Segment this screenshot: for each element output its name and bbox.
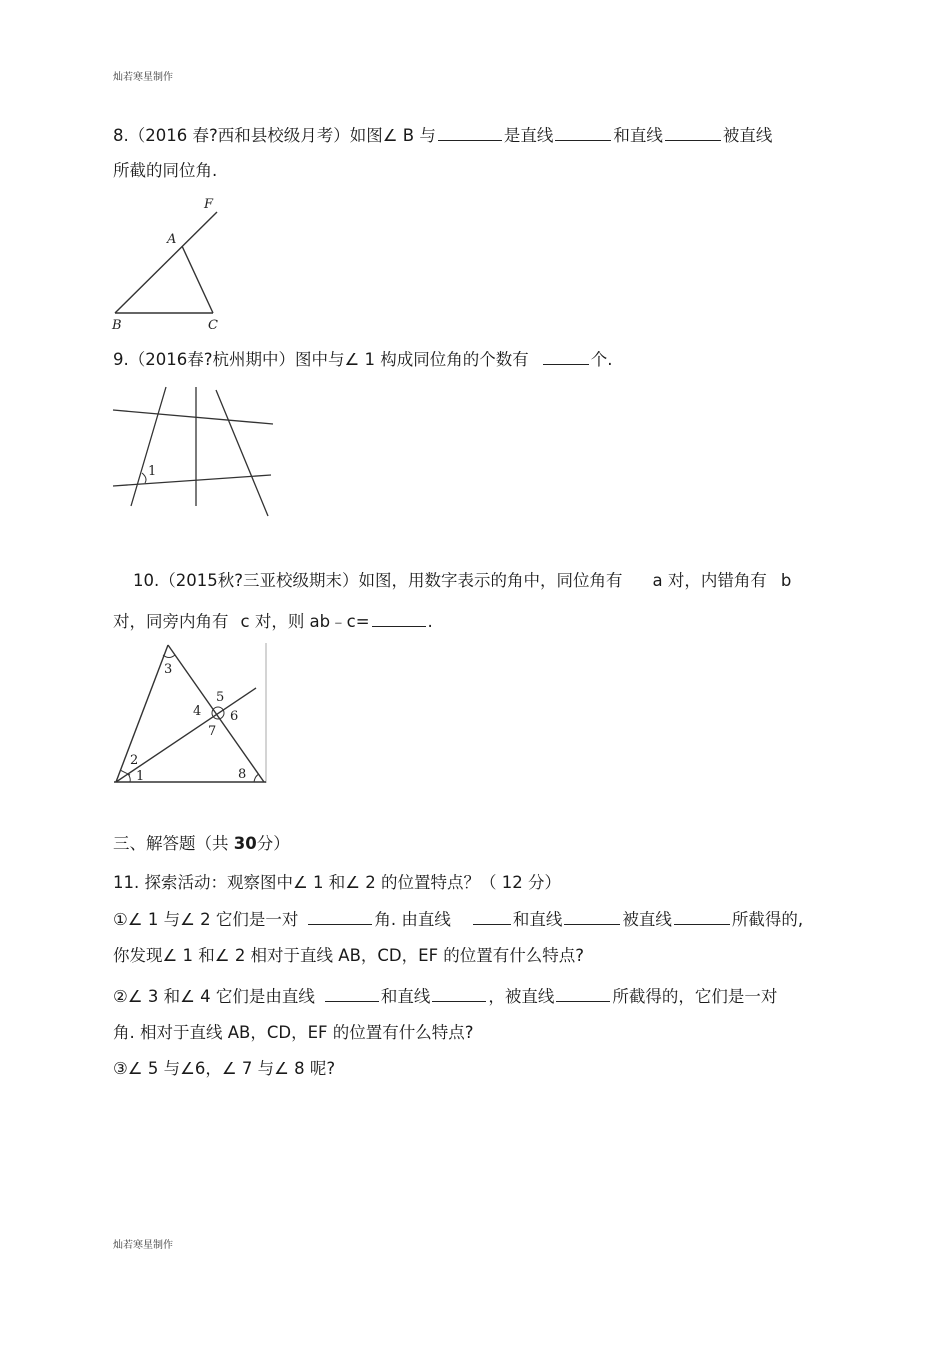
q11-s1-text-1: ①∠ 1 与∠ 2 它们是一对 xyxy=(113,910,299,929)
q8-line-bf xyxy=(115,212,217,313)
q10-label-2: 2 xyxy=(130,753,139,768)
q9-line-top-transversal xyxy=(113,410,273,424)
q8-label-a: A xyxy=(167,232,177,247)
q9-blank-1[interactable] xyxy=(543,348,589,365)
q9-label-1: 1 xyxy=(148,464,157,479)
q10-text-5: c 对，则 ab﹣c= xyxy=(240,612,370,631)
q8-text-2: 是直线 xyxy=(503,126,554,145)
q8-text-3: 和直线 xyxy=(613,126,663,145)
q8-line1 xyxy=(113,124,772,147)
q9-line1 xyxy=(113,348,613,371)
q9-angle-1-arc xyxy=(142,473,146,483)
q10-label-7: 7 xyxy=(208,724,217,739)
q9-line-right xyxy=(216,390,268,516)
q10-line1 xyxy=(133,570,791,592)
q10-label-5: 5 xyxy=(216,690,225,705)
q11-s1-blank-4[interactable] xyxy=(674,908,730,925)
q8-triangle-figure xyxy=(105,190,240,335)
q8-blank-3[interactable] xyxy=(665,124,721,141)
q10-side-right xyxy=(168,645,264,782)
q10-line2 xyxy=(113,610,433,633)
q8-label-c: C xyxy=(208,318,218,333)
q10-text-6: . xyxy=(427,612,433,631)
q11-s2-blank-3[interactable] xyxy=(556,985,610,1002)
q10-text-4: 对，同旁内角有 xyxy=(113,612,229,631)
q11-s2-blank-1[interactable] xyxy=(325,985,379,1002)
q10-text-1: 10.（2015秋?三亚校级期末）如图，用数字表示的角中，同位角有 xyxy=(133,571,623,590)
q8-line-ac xyxy=(182,246,213,313)
q8-label-b: B xyxy=(112,318,122,333)
q8-line2: 所截的同位角. xyxy=(113,161,218,180)
q10-label-3: 3 xyxy=(164,662,173,677)
q11-part2-line2: 角. 相对于直线 AB，CD，EF 的位置有什么特点? xyxy=(113,1023,474,1042)
q10-angle-1-arc xyxy=(128,774,130,782)
q11-s2-text-4: 所截得的，它们是一对 xyxy=(612,987,778,1006)
page-footer: 灿若寒星制作 xyxy=(113,1240,173,1251)
page-header: 灿若寒星制作 xyxy=(113,72,173,83)
q8-blank-1[interactable] xyxy=(438,124,502,141)
q8-text-4: 被直线 xyxy=(722,126,773,145)
section3-text-2: 分） xyxy=(256,834,290,853)
q11-s1-text-2: 角. 由直线 xyxy=(374,910,451,929)
q11-s1-text-3: 和直线 xyxy=(512,910,563,929)
q11-part3: ③∠ 5 与∠6，∠ 7 与∠ 8 呢? xyxy=(113,1059,336,1078)
section3-score: 30 xyxy=(233,834,257,853)
q11-s1-blank-1[interactable] xyxy=(308,908,372,925)
q11-s1-text-5: 所截得的, xyxy=(731,910,804,929)
q11-part1-line1 xyxy=(113,908,803,931)
q10-label-1: 1 xyxy=(136,769,145,784)
q10-text-2: a 对，内错角有 xyxy=(652,571,767,590)
q9-line-left xyxy=(131,387,166,506)
q10-triangle-figure xyxy=(108,640,273,790)
q11-part1-line2: 你发现∠ 1 和∠ 2 相对于直线 AB，CD，EF 的位置有什么特点? xyxy=(113,946,585,965)
q11-s1-blank-2[interactable] xyxy=(473,908,511,925)
q9-text-1: 9.（2016春?杭州期中）图中与∠ 1 构成同位角的个数有 xyxy=(113,350,529,369)
q9-text-2: 个. xyxy=(590,350,613,369)
q10-label-4: 4 xyxy=(193,704,202,719)
q11-s2-text-2: 和直线 xyxy=(380,987,431,1006)
q11-s2-blank-2[interactable] xyxy=(432,985,486,1002)
q10-label-6: 6 xyxy=(230,709,239,724)
q8-label-f: F xyxy=(204,197,214,212)
section3-heading xyxy=(113,833,290,855)
q9-lines-figure xyxy=(108,382,280,522)
q11-title: 11. 探索活动：观察图中∠ 1 和∠ 2 的位置特点？（ 12 分） xyxy=(113,873,562,892)
q11-s1-text-4: 被直线 xyxy=(622,910,672,929)
q10-text-3: b xyxy=(780,571,792,590)
section3-text-1: 三、解答题（共 xyxy=(113,834,229,853)
q10-side-left xyxy=(116,645,168,782)
q10-angle-8-arc xyxy=(254,774,259,782)
q11-s2-text-3: ，被直线 xyxy=(488,987,555,1006)
q8-text-1: 8.（2016 春?西和县校级月考）如图∠ B 与 xyxy=(113,126,436,145)
q11-s2-text-1: ②∠ 3 和∠ 4 它们是由直线 xyxy=(113,987,315,1006)
q10-label-8: 8 xyxy=(238,767,247,782)
q8-blank-2[interactable] xyxy=(555,124,611,141)
q11-s1-blank-3[interactable] xyxy=(564,908,620,925)
q11-part2-line1 xyxy=(113,985,777,1008)
q10-blank-1[interactable] xyxy=(372,610,426,627)
